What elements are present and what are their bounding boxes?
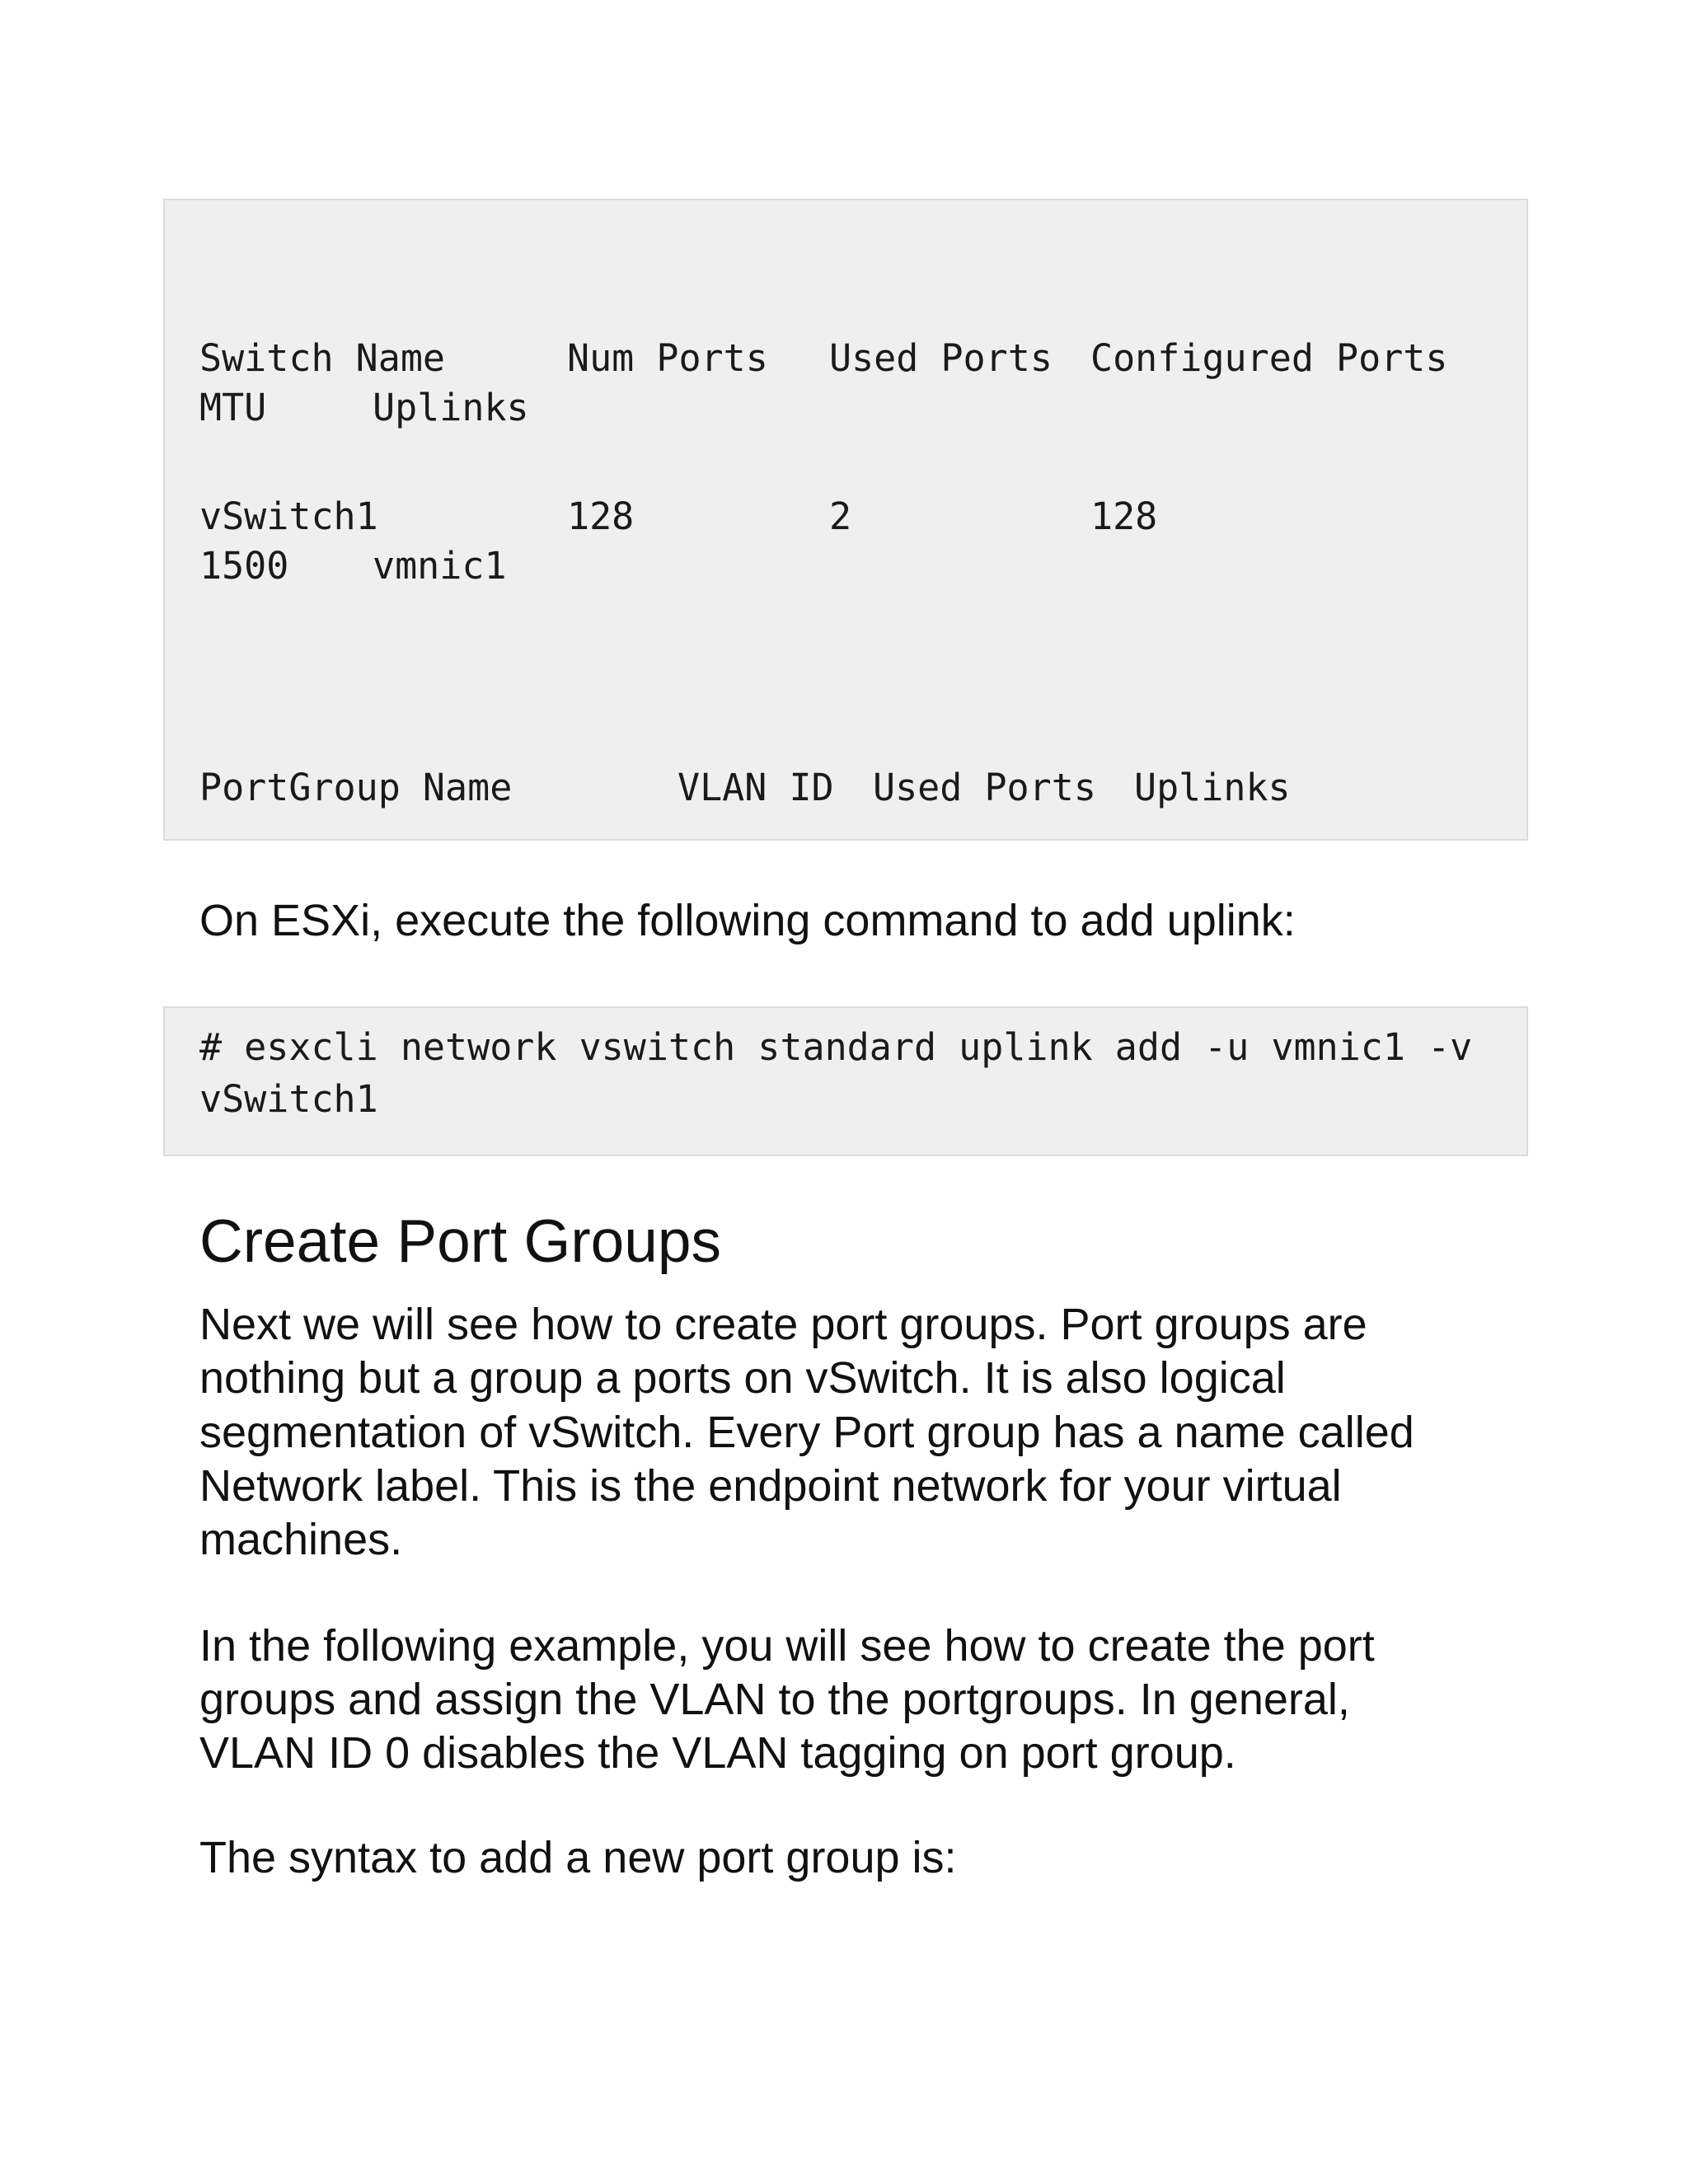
command-line-2: vSwitch1 xyxy=(199,1077,378,1121)
command-line-1: # esxcli network vswitch standard uplink add -u vmnic1 -v xyxy=(199,1025,1473,1069)
col-header-pg-uplinks: Uplinks xyxy=(1134,766,1291,809)
paragraph2-line1: In the following example, you will see how to create the port xyxy=(199,1621,1375,1671)
paragraph1-line4: Network label. This is the endpoint network for your virtual xyxy=(199,1461,1342,1511)
paragraph1-line1: Next we will see how to create port groups. Port groups are xyxy=(199,1300,1367,1349)
paragraph2-line2: groups and assign the VLAN to the portgroups. In general, xyxy=(199,1675,1350,1724)
col-header-configured-ports: Configured Ports xyxy=(1090,336,1448,380)
col-header-used-ports: Used Ports xyxy=(829,336,1053,380)
col-header-portgroup-name: PortGroup Name xyxy=(199,766,513,809)
col-header-num-ports: Num Ports xyxy=(567,336,768,380)
cell-uplinks: vmnic1 xyxy=(373,544,507,588)
cell-mtu: 1500 xyxy=(199,544,289,588)
intro-line: On ESXi, execute the following command to add uplink: xyxy=(199,896,1296,945)
paragraph3: The syntax to add a new port group is: xyxy=(199,1833,957,1882)
col-header-mtu: MTU xyxy=(199,386,267,429)
cell-configured-ports: 128 xyxy=(1090,494,1158,538)
paragraph1-line2: nothing but a group a ports on vSwitch. It is also logical xyxy=(199,1353,1286,1403)
col-header-uplinks: Uplinks xyxy=(373,386,529,429)
col-header-pg-used-ports: Used Ports xyxy=(873,766,1096,809)
cell-num-ports: 128 xyxy=(567,494,635,538)
paragraph1-line3: segmentation of vSwitch. Every Port group has a name called xyxy=(199,1408,1414,1457)
col-header-switch-name: Switch Name xyxy=(199,336,446,380)
section-heading: Create Port Groups xyxy=(199,1208,721,1275)
paragraph1-line5: machines. xyxy=(199,1515,403,1564)
paragraph2-line3: VLAN ID 0 disables the VLAN tagging on port group. xyxy=(199,1728,1236,1778)
cell-switch-name: vSwitch1 xyxy=(199,494,378,538)
col-header-vlan-id: VLAN ID xyxy=(678,766,834,809)
cell-used-ports: 2 xyxy=(829,494,852,538)
